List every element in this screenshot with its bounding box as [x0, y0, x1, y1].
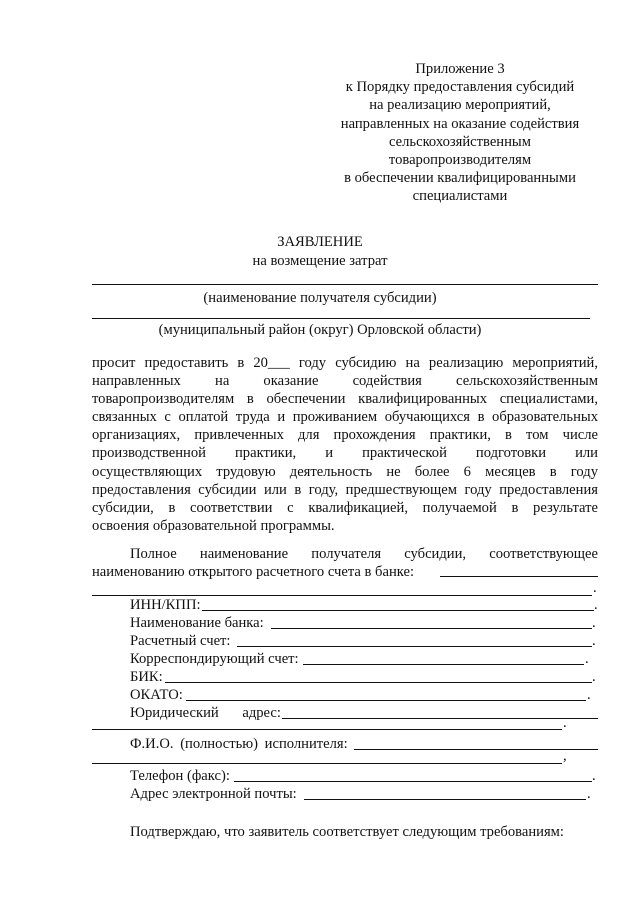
paragraph-line: просит предоставить в 20___ году субсидию на реализацию мероприятий, [92, 355, 598, 371]
district-caption: (муниципальный район (округ) Орловской области) [158, 322, 482, 338]
request-paragraph [92, 354, 598, 535]
settlement-account-field[interactable] [237, 646, 592, 647]
bik-label: БИК: [130, 669, 163, 685]
paragraph-line: организациях, привлеченных для прохождения практики, в том числе [92, 427, 598, 444]
bik-row [130, 668, 600, 686]
phone-field[interactable] [234, 781, 592, 782]
document-title: ЗАЯВЛЕНИЕ [277, 234, 363, 250]
recipient-name-line[interactable] [92, 284, 598, 285]
paragraph-line: освоения образовательной программы. [92, 517, 335, 534]
district-line[interactable] [92, 318, 590, 319]
account-name-field[interactable] [440, 576, 598, 577]
executor-label: Ф.И.О. (полностью) исполнителя: [130, 736, 348, 752]
paragraph-line: направленных на оказание содействия сельскохозяйственным [92, 373, 598, 390]
okato-row [130, 686, 600, 704]
legal-address-field[interactable] [282, 718, 598, 719]
confirmation-text: Подтверждаю, что заявитель соответствует следующим требованиям: [130, 824, 564, 840]
corr-account-label: Корреспондирующий счет: [130, 651, 299, 667]
paragraph-line: наименованию открытого расчетного счета в банке: [92, 564, 415, 581]
legal-address-label: Юридический адрес: [130, 705, 281, 721]
comma-mark: , [563, 748, 567, 764]
paragraph-line: товаропроизводителям в обеспечении квалифицированных специалистами, [92, 391, 598, 408]
period-mark: . [592, 633, 596, 649]
annex-line: к Порядку предоставления субсидий [345, 79, 575, 96]
annex-line: Приложение 3 [415, 61, 505, 77]
phone-label: Телефон (факс): [130, 768, 230, 784]
inn-kpp-label: ИНН/КПП: [130, 597, 201, 613]
email-label: Адрес электронной почты: [130, 786, 297, 802]
executor-row [130, 735, 600, 753]
period-mark: . [587, 687, 591, 703]
period-mark: . [592, 615, 596, 631]
annex-header [318, 60, 602, 206]
email-field[interactable] [304, 799, 586, 800]
paragraph-line: предоставления субсидии или в году, предшествующем году предоставления [92, 481, 598, 498]
inn-kpp-field[interactable] [202, 610, 594, 611]
email-row [130, 785, 600, 803]
okato-label: ОКАТО: [130, 687, 183, 703]
settlement-account-label: Расчетный счет: [130, 633, 231, 649]
period-mark: . [585, 651, 589, 667]
okato-field[interactable] [186, 700, 586, 701]
period-mark: . [593, 580, 597, 596]
annex-line: на реализацию мероприятий, [369, 97, 551, 114]
annex-line: специалистами [412, 188, 508, 205]
executor-field[interactable] [354, 749, 598, 750]
annex-line: сельскохозяйственным [389, 133, 531, 150]
annex-line: товаропроизводителям [388, 152, 532, 169]
executor-field-continued[interactable] [92, 763, 562, 764]
annex-line: направленных на оказание содействия [340, 115, 580, 132]
period-mark: . [587, 786, 591, 802]
bik-field[interactable] [165, 682, 592, 683]
period-mark: . [592, 768, 596, 784]
corr-account-field[interactable] [303, 664, 584, 665]
period-mark: . [563, 715, 567, 731]
paragraph-line: осуществляющих трудовую деятельность не более 6 месяцев в году [92, 463, 598, 480]
paragraph-line: связанных с оплатой труда и проживанием обучающихся в образовательных [92, 409, 598, 426]
annex-line: в обеспечении квалифицированными [344, 170, 576, 187]
settlement-account-row [130, 632, 600, 650]
paragraph-line: Полное наименование получателя субсидии, соответствующее [130, 546, 598, 562]
period-mark: . [592, 669, 596, 685]
phone-row [130, 767, 600, 785]
bank-name-field[interactable] [271, 628, 592, 629]
document-subtitle: на возмещение затрат [252, 253, 388, 269]
recipient-caption: (наименование получателя субсидии) [203, 290, 437, 306]
inn-kpp-row [130, 596, 600, 614]
bank-name-label: Наименование банка: [130, 615, 264, 631]
legal-address-row [130, 704, 600, 722]
bank-name-row [130, 614, 600, 632]
paragraph-line: субсидии, в соответствии с квалификацией, получаемой в результате [92, 499, 598, 516]
paragraph-line: производственной практики, и практической подготовки или [92, 445, 598, 462]
period-mark: . [594, 597, 598, 613]
corr-account-row [130, 650, 600, 668]
legal-address-field-continued[interactable] [92, 729, 562, 730]
